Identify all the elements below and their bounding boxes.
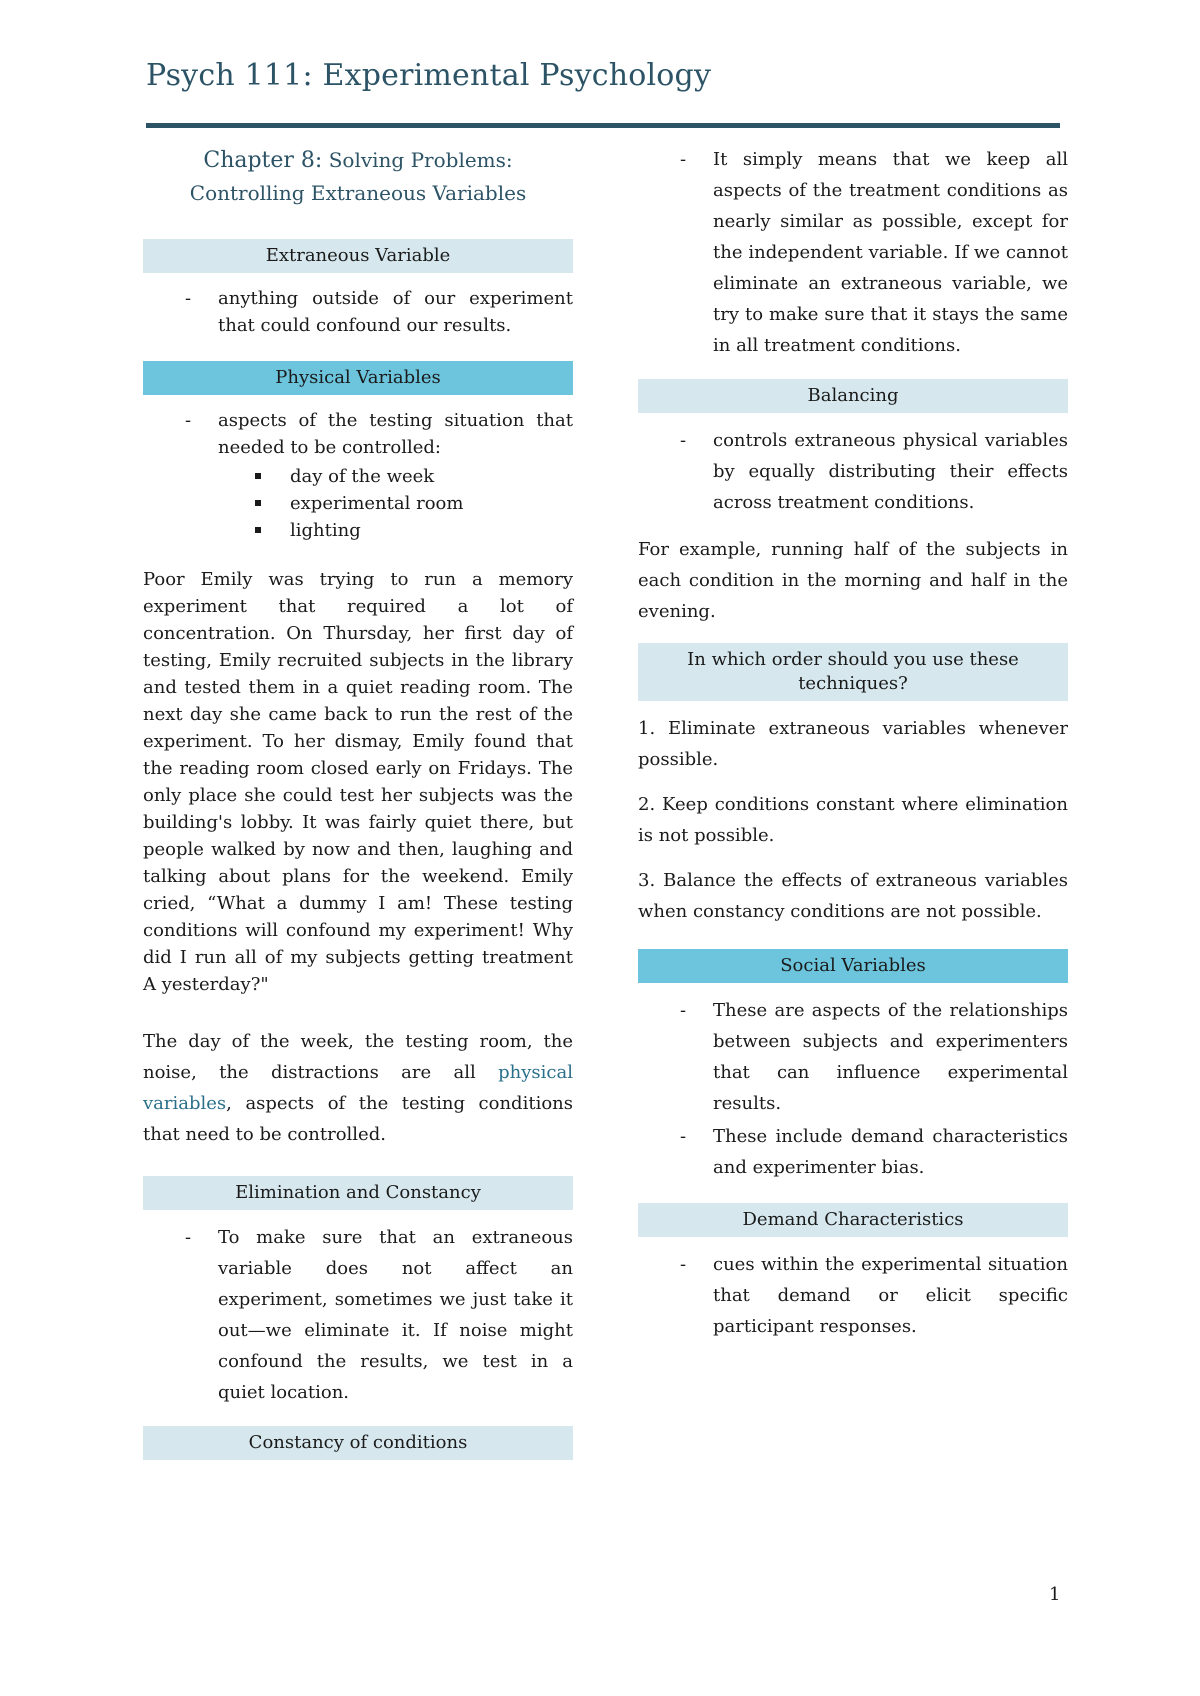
social-list [638,995,1068,1183]
sublist-item: lighting [253,517,573,544]
list-item-text: controls extraneous physical variables by equally distributing their effects across treatment conditions. [713,430,1068,513]
list-item-text: anything outside of our experiment that could confound our results. [218,288,573,336]
emily-story: Poor Emily was trying to run a memory experiment that required a lot of concentration. On Thursday, her first day of testing, Emily recruited subjects in the library and tested them in a quiet reading room. The next day she came back to run the rest of the experiment. To her dismay, Emily found that the reading room closed early on Fridays. The only place she could test her subjects was the building's lobby. It was fairly quiet there, but people walked by now and then, laughing and talking about plans for the weekend. Emily cried, “What a dummy I am! These testing conditions will confound my experiment! Why did I run all of my subjects getting treatment A yesterday?" [143,569,573,995]
page-number: 1 [1049,1584,1061,1605]
heading-demand-characteristics: Demand Characteristics [638,1203,1068,1237]
elimination-list [143,1222,573,1408]
list-item: - These are aspects of the relationships between subjects and experimenters that can influence experimental results. [680,1000,1068,1114]
left-column [143,144,573,1472]
list-item-text: aspects of the testing situation that needed to be controlled: [218,410,573,458]
balancing-list [638,425,1068,518]
list-item: - aspects of the testing situation that needed to be controlled: [185,410,573,458]
heading-constancy-of-conditions: Constancy of conditions [143,1426,573,1460]
chapter-number: Chapter 8: [203,148,323,173]
title-rule [146,123,1060,128]
heading-elimination-constancy: Elimination and Constancy [143,1176,573,1210]
chapter-title: Solving Problems: Controlling Extraneous Variables [189,148,527,205]
physical-summary: The day of the week, the testing room, the noise, the distractions are all physical variables, aspects of the testing conditions that need to be controlled. [143,1031,573,1145]
heading-physical-variables: Physical Variables [143,361,573,395]
list-item: - anything outside of our experiment that could confound our results. [185,288,573,336]
sublist-item: experimental room [253,490,573,517]
heading-balancing: Balancing [638,379,1068,413]
right-column [638,144,1068,1344]
list-item-text: These include demand characteristics and experimenter bias. [713,1126,1068,1178]
list-item: - These include demand characteristics and experimenter bias. [680,1126,1068,1178]
heading-order-techniques: In which order should you use these techniques? [638,643,1068,701]
page-title: Psych 111: Experimental Psychology [146,58,712,93]
list-item: - cues within the experimental situation that demand or elicit specific participant responses. [680,1254,1068,1337]
physical-list [143,407,573,461]
list-item-text: cues within the experimental situation that demand or elicit specific participant responses. [713,1254,1068,1337]
list-item: - It simply means that we keep all aspects of the treatment conditions as nearly similar as possible, except for the independent variable. If we cannot eliminate an extraneous variable, we try to make sure that it stays the same in all treatment conditions. [680,149,1068,356]
heading-extraneous-variable: Extraneous Variable [143,239,573,273]
list-item-text: To make sure that an extraneous variable does not affect an experiment, sometimes we just take it out—we eliminate it. If noise might confound the results, we test in a quiet location. [218,1227,573,1403]
demand-list [638,1249,1068,1342]
list-item: - controls extraneous physical variables by equally distributing their effects across treatment conditions. [680,430,1068,513]
balancing-example: For example, running half of the subjects in each condition in the morning and half in the evening. [638,539,1068,622]
highlighted-term: physical variables [143,1062,573,1114]
physical-sublist [143,463,573,544]
constancy-list [638,144,1068,361]
sublist-item: day of the week [253,463,573,490]
extraneous-list [143,285,573,339]
step-1: 1. Eliminate extraneous variables whenever possible. [638,718,1068,770]
step-2: 2. Keep conditions constant where elimination is not possible. [638,794,1068,846]
list-item-text: It simply means that we keep all aspects of the treatment conditions as nearly similar as possible, except for the independent variable. If we cannot eliminate an extraneous variable, we try to make sure that it stays the same in all treatment conditions. [713,149,1068,356]
list-item-text: These are aspects of the relationships between subjects and experimenters that can influence experimental results. [713,1000,1068,1114]
step-3: 3. Balance the effects of extraneous variables when constancy conditions are not possible. [638,870,1068,922]
heading-social-variables: Social Variables [638,949,1068,983]
list-item: - To make sure that an extraneous variable does not affect an experiment, sometimes we just take it out—we eliminate it. If noise might confound the results, we test in a quiet location. [185,1227,573,1403]
chapter-heading [143,144,573,209]
